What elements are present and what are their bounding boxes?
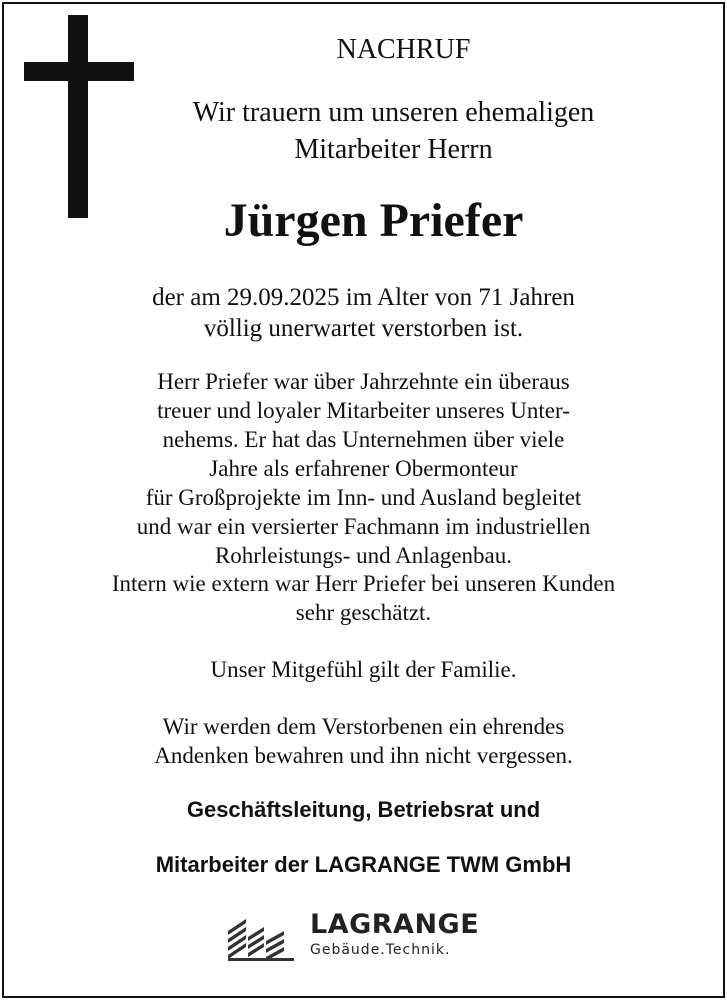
body-line-8: Intern wie extern war Herr Priefer bei unseren Kunden <box>111 571 616 596</box>
memory-line-1: Wir werden dem Verstorbenen ein ehrendes <box>162 714 565 739</box>
company-logo <box>226 905 486 965</box>
sympathy-line: Unser Mitgefühl gilt der Familie. <box>210 657 517 682</box>
death-line-2: völlig unerwartet verstorben ist. <box>203 315 524 342</box>
body-line-7: Rohrleistungs- und Anlagenbau. <box>214 543 513 568</box>
death-line-1: der am 29.09.2025 im Alter von 71 Jahren <box>152 284 575 311</box>
logo-tagline: Gebäude.Technik. <box>310 942 451 958</box>
body-line-3: nehems. Er hat das Unternehmen über viele <box>162 427 565 452</box>
body-line-6: und war ein versierter Fachmann im industriellen <box>136 514 591 539</box>
body-line-1: Herr Priefer war über Jahrzehnte ein überaus <box>157 369 570 394</box>
signature-line-2: Mitarbeiter der LAGRANGE TWM GmbH <box>155 852 572 877</box>
logo-name: LAGRANGE <box>310 909 480 940</box>
body-line-2: treuer und loyaler Mitarbeiter unseres Unter- <box>157 398 570 423</box>
heading: NACHRUF <box>336 34 471 65</box>
building-logo-icon <box>226 911 296 961</box>
signature-line-1: Geschäftsleitung, Betriebsrat und <box>186 797 541 822</box>
memory-line-2: Andenken bewahren und ihn nicht vergessen. <box>154 743 573 768</box>
body-line-5: für Großprojekte im Inn- und Ausland begleitet <box>145 485 582 510</box>
body-line-4: Jahre als erfahrener Obermonteur <box>209 456 518 481</box>
body-line-9: sehr geschätzt. <box>295 600 432 625</box>
deceased-name: Jürgen Priefer <box>223 194 524 247</box>
intro-line-1: Wir trauern um unseren ehemaligen <box>192 97 595 128</box>
intro-line-2: Mitarbeiter Herrn <box>294 134 493 165</box>
